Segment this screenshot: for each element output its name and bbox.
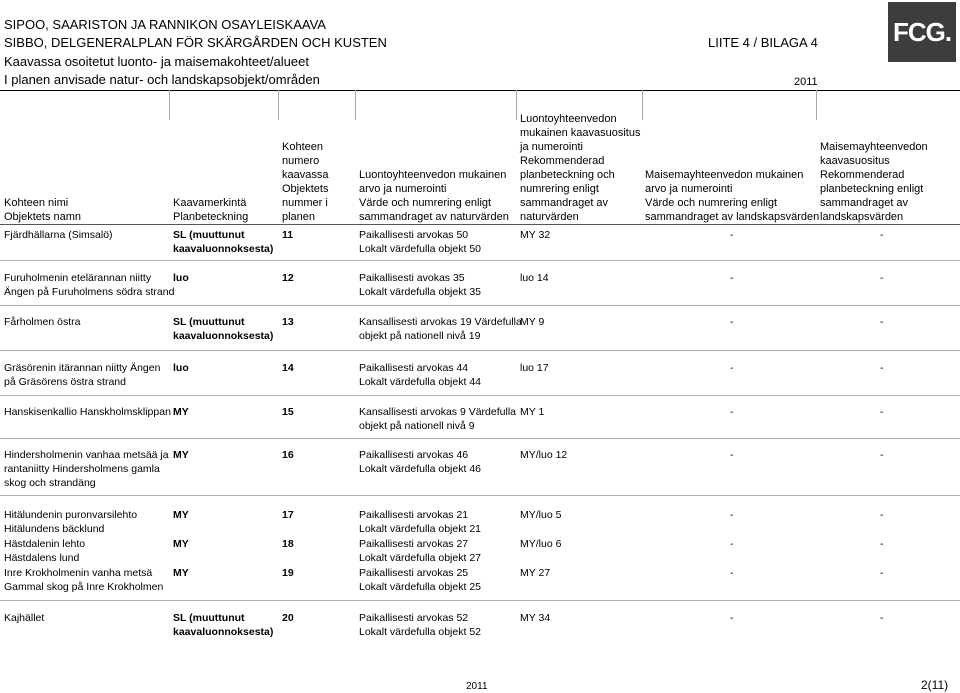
cell-line: Lokalt värdefulla objekt 25	[359, 581, 481, 593]
cell-line: Lokalt värdefulla objekt 21	[359, 523, 481, 535]
cell-line: MY/luo 12	[520, 449, 568, 461]
header-text: Rekommenderad	[820, 169, 905, 181]
cell-value	[359, 566, 481, 594]
cell-rec	[520, 537, 561, 551]
cell-line: -	[880, 567, 884, 579]
header-text: nummer i	[282, 197, 328, 209]
cell-line: MY	[173, 406, 189, 418]
cell-landrec	[880, 228, 884, 242]
cell-name	[4, 611, 44, 625]
cell-num	[282, 271, 294, 285]
header-text: kaavassa	[282, 169, 329, 181]
cell-land	[730, 611, 734, 625]
cell-line: -	[730, 567, 734, 579]
header-text: sammandraget av	[820, 197, 909, 209]
cell-value	[359, 508, 481, 536]
header-line-3: Kaavassa osoitetut luonto- ja maisemakohteet/alueet	[4, 54, 309, 69]
cell-line: MY	[173, 538, 189, 550]
column-header-nature-recommendation	[520, 112, 640, 224]
cell-name	[4, 448, 169, 490]
cell-line: luo	[173, 362, 189, 374]
header-text: Kohteen nimi	[4, 197, 69, 209]
cell-line: -	[730, 538, 734, 550]
cell-line: Paikallisesti arvokas 21	[359, 509, 469, 521]
appendix-label: LIITE 4 / BILAGA 4	[708, 35, 818, 50]
header-text: sammandraget av	[520, 197, 609, 209]
cell-line: Paikallisesti arvokas 46	[359, 449, 469, 461]
cell-line: -	[730, 509, 734, 521]
header-text: Maisemayhteenvedon	[820, 141, 928, 153]
cell-line: 14	[282, 362, 294, 374]
cell-line: Fjärdhällarna (Simsalö)	[4, 229, 113, 241]
cell-line: Paikallisesti arvokas 25	[359, 567, 469, 579]
cell-rec	[520, 566, 550, 580]
row-separator	[0, 438, 960, 439]
cell-rec	[520, 611, 550, 625]
header-text: sammandraget av landskapsvärden	[645, 211, 820, 223]
cell-num	[282, 611, 294, 625]
cell-landrec	[880, 611, 884, 625]
column-header-number	[282, 140, 328, 224]
cell-line: Gräsörenin itärannan niitty Ängen	[4, 362, 161, 374]
header-text: arvo ja numerointi	[359, 183, 447, 195]
cell-line: -	[730, 449, 734, 461]
cell-land	[730, 271, 734, 285]
cell-line: 15	[282, 406, 294, 418]
header-text: ja numerointi	[520, 141, 583, 153]
cell-value	[359, 361, 481, 389]
cell-line: -	[730, 316, 734, 328]
cell-value	[359, 537, 481, 565]
row-separator	[0, 495, 960, 496]
cell-landrec	[880, 361, 884, 375]
cell-name	[4, 315, 80, 329]
cell-line: 12	[282, 272, 294, 284]
cell-line: MY/luo 6	[520, 538, 562, 550]
cell-line: objekt på nationell nivå 9	[359, 420, 475, 432]
cell-line: skog och strandäng	[4, 477, 96, 489]
cell-value	[359, 315, 522, 343]
cell-line: SL (muuttunut	[173, 229, 245, 241]
header-text: numrering enligt	[520, 183, 599, 195]
cell-line: Inre Krokholmenin vanha metsä	[4, 567, 153, 579]
cell-landrec	[880, 405, 884, 419]
cell-line: Paikallisesti avokas 35	[359, 272, 465, 284]
cell-line: Kansallisesti arvokas 19 Värdefulla	[359, 316, 522, 328]
cell-rec	[520, 448, 567, 462]
cell-value	[359, 271, 481, 299]
cell-line: luo 17	[520, 362, 549, 374]
cell-line: -	[880, 509, 884, 521]
cell-name	[4, 405, 171, 419]
cell-line: 19	[282, 567, 294, 579]
cell-line: 20	[282, 612, 294, 624]
header-text: Objektets namn	[4, 211, 82, 223]
cell-line: MY 9	[520, 316, 545, 328]
cell-line: Paikallisesti arvokas 50	[359, 229, 469, 241]
cell-line: SL (muuttunut	[173, 612, 245, 624]
cell-line: Lokalt värdefulla objekt 44	[359, 376, 481, 388]
header-text: planen	[282, 211, 316, 223]
cell-mark	[173, 405, 189, 419]
column-divider	[169, 90, 170, 120]
cell-name	[4, 271, 174, 299]
cell-line: Hitälundens bäcklund	[4, 523, 105, 535]
cell-line: kaavaluonnoksesta)	[173, 330, 274, 342]
header-text: Kohteen	[282, 141, 323, 153]
cell-num	[282, 361, 294, 375]
cell-line: 18	[282, 538, 294, 550]
column-divider	[516, 90, 517, 120]
cell-line: Hästdalenin lehto	[4, 538, 86, 550]
row-separator	[0, 260, 960, 261]
cell-line: Lokalt värdefulla objekt 35	[359, 286, 481, 298]
header-text: Värde och numrering enligt	[359, 197, 492, 209]
cell-value	[359, 611, 481, 639]
cell-line: Lokalt värdefulla objekt 46	[359, 463, 481, 475]
cell-name	[4, 228, 113, 242]
cell-num	[282, 537, 294, 551]
cell-land	[730, 405, 734, 419]
cell-line: Kansallisesti arvokas 9 Värdefulla	[359, 406, 516, 418]
cell-num	[282, 448, 294, 462]
header-text: Kaavamerkintä	[173, 197, 247, 209]
header-text: landskapsvärden	[820, 211, 904, 223]
column-header-landscape-recommendation	[820, 140, 928, 224]
cell-landrec	[880, 537, 884, 551]
cell-line: Paikallisesti arvokas 44	[359, 362, 469, 374]
header-year: 2011	[794, 76, 818, 88]
cell-line: MY	[173, 449, 189, 461]
cell-num	[282, 315, 294, 329]
cell-mark	[173, 361, 189, 375]
cell-line: på Gräsörens östra strand	[4, 376, 126, 388]
cell-line: MY	[173, 567, 189, 579]
row-separator	[0, 350, 960, 351]
cell-rec	[520, 361, 549, 375]
cell-land	[730, 315, 734, 329]
cell-rec	[520, 405, 544, 419]
cell-rec	[520, 508, 561, 522]
cell-line: -	[880, 272, 884, 284]
cell-line: SL (muuttunut	[173, 316, 245, 328]
header-text: planbeteckning enligt	[820, 183, 924, 195]
column-divider	[642, 90, 643, 120]
cell-line: -	[880, 229, 884, 241]
cell-line: -	[880, 316, 884, 328]
cell-line: Paikallisesti arvokas 52	[359, 612, 469, 624]
column-header-nature-value	[359, 168, 509, 224]
cell-value	[359, 228, 481, 256]
cell-mark	[173, 448, 189, 462]
cell-land	[730, 537, 734, 551]
column-divider	[278, 90, 279, 120]
cell-line: -	[880, 406, 884, 418]
cell-num	[282, 405, 294, 419]
header-text: Maisemayhteenvedon mukainen	[645, 169, 804, 181]
cell-line: Hindersholmenin vanhaa metsää ja	[4, 449, 169, 461]
column-header-name	[4, 196, 81, 224]
cell-line: Kajhället	[4, 612, 45, 624]
header-text: sammandraget av naturvärden	[359, 211, 509, 223]
cell-line: rantaniitty Hindersholmens gamla	[4, 463, 160, 475]
cell-mark	[173, 566, 189, 580]
cell-line: -	[730, 229, 734, 241]
cell-line: 17	[282, 509, 294, 521]
header-text: Luontoyhteenvedon mukainen	[359, 169, 507, 181]
footer-year: 2011	[466, 681, 488, 692]
cell-line: Paikallisesti arvokas 27	[359, 538, 469, 550]
cell-line: -	[730, 612, 734, 624]
cell-mark	[173, 271, 189, 285]
page-number: 2(11)	[921, 678, 949, 692]
cell-landrec	[880, 508, 884, 522]
cell-line: Hitälundenin puronvarsilehto	[4, 509, 138, 521]
cell-line: MY 27	[520, 567, 551, 579]
cell-landrec	[880, 271, 884, 285]
column-divider	[816, 90, 817, 120]
cell-line: objekt på nationell nivå 19	[359, 330, 481, 342]
cell-line: 16	[282, 449, 294, 461]
column-divider	[355, 90, 356, 120]
cell-mark	[173, 228, 273, 256]
cell-line: Lokalt värdefulla objekt 27	[359, 552, 481, 564]
header-text: numero	[282, 155, 320, 167]
cell-line: kaavaluonnoksesta)	[173, 626, 274, 638]
cell-line: Furuholmenin etelärannan niitty	[4, 272, 152, 284]
row-separator	[0, 395, 960, 396]
column-header-plan-mark	[173, 196, 248, 224]
cell-landrec	[880, 448, 884, 462]
cell-line: Hanskisenkallio Hanskholmsklippan	[4, 406, 171, 418]
cell-landrec	[880, 566, 884, 580]
cell-landrec	[880, 315, 884, 329]
cell-line: Fårholmen östra	[4, 316, 81, 328]
cell-line: Ängen på Furuholmens södra strand	[4, 286, 175, 298]
fcg-logo: FCG.	[888, 2, 956, 62]
row-separator	[0, 600, 960, 601]
row-separator	[0, 305, 960, 306]
cell-line: luo	[173, 272, 189, 284]
cell-line: Lokalt värdefulla objekt 52	[359, 626, 481, 638]
cell-name	[4, 361, 160, 389]
cell-line: -	[880, 449, 884, 461]
cell-mark	[173, 611, 273, 639]
cell-line: MY 34	[520, 612, 551, 624]
cell-line: MY	[173, 509, 189, 521]
cell-land	[730, 448, 734, 462]
cell-rec	[520, 228, 550, 242]
cell-line: MY/luo 5	[520, 509, 562, 521]
header-line-4: I planen anvisade natur- och landskapsobjekt/områden	[4, 72, 320, 87]
cell-num	[282, 508, 294, 522]
header-text: Rekommenderad	[520, 155, 605, 167]
cell-line: kaavaluonnoksesta)	[173, 243, 274, 255]
cell-line: MY 32	[520, 229, 551, 241]
cell-num	[282, 228, 293, 242]
cell-line: luo 14	[520, 272, 549, 284]
header-text: mukainen kaavasuositus	[520, 127, 641, 139]
cell-mark	[173, 315, 273, 343]
cell-land	[730, 228, 734, 242]
cell-name	[4, 508, 137, 536]
cell-line: MY 1	[520, 406, 545, 418]
column-header-landscape-value	[645, 168, 819, 224]
cell-value	[359, 448, 481, 476]
cell-line: Lokalt värdefulla objekt 50	[359, 243, 481, 255]
header-text: kaavasuositus	[820, 155, 890, 167]
cell-mark	[173, 508, 189, 522]
cell-line: Hästdalens lund	[4, 552, 80, 564]
header-text: arvo ja numerointi	[645, 183, 733, 195]
cell-line: 13	[282, 316, 294, 328]
cell-rec	[520, 315, 544, 329]
cell-line: -	[880, 362, 884, 374]
header-line-2: SIBBO, DELGENERALPLAN FÖR SKÄRGÅRDEN OCH KUSTEN	[4, 35, 387, 50]
header-bottom-rule	[0, 224, 960, 225]
cell-line: Gammal skog på Inre Krokholmen	[4, 581, 164, 593]
cell-line: -	[880, 538, 884, 550]
cell-num	[282, 566, 294, 580]
header-line-1: SIPOO, SAARISTON JA RANNIKON OSAYLEISKAAVA	[4, 17, 326, 32]
cell-line: -	[730, 406, 734, 418]
header-text: Objektets	[282, 183, 329, 195]
cell-line: -	[730, 362, 734, 374]
cell-line: 11	[282, 229, 294, 241]
cell-land	[730, 361, 734, 375]
cell-land	[730, 508, 734, 522]
cell-line: -	[730, 272, 734, 284]
cell-name	[4, 537, 85, 565]
header-text: Planbeteckning	[173, 211, 249, 223]
cell-rec	[520, 271, 549, 285]
header-text: Värde och numrering enligt	[645, 197, 778, 209]
cell-name	[4, 566, 163, 594]
cell-land	[730, 566, 734, 580]
cell-value	[359, 405, 516, 433]
cell-mark	[173, 537, 189, 551]
header-text: naturvärden	[520, 211, 579, 223]
header-text: planbeteckning och	[520, 169, 615, 181]
header-text: Luontoyhteenvedon	[520, 113, 617, 125]
cell-line: -	[880, 612, 884, 624]
